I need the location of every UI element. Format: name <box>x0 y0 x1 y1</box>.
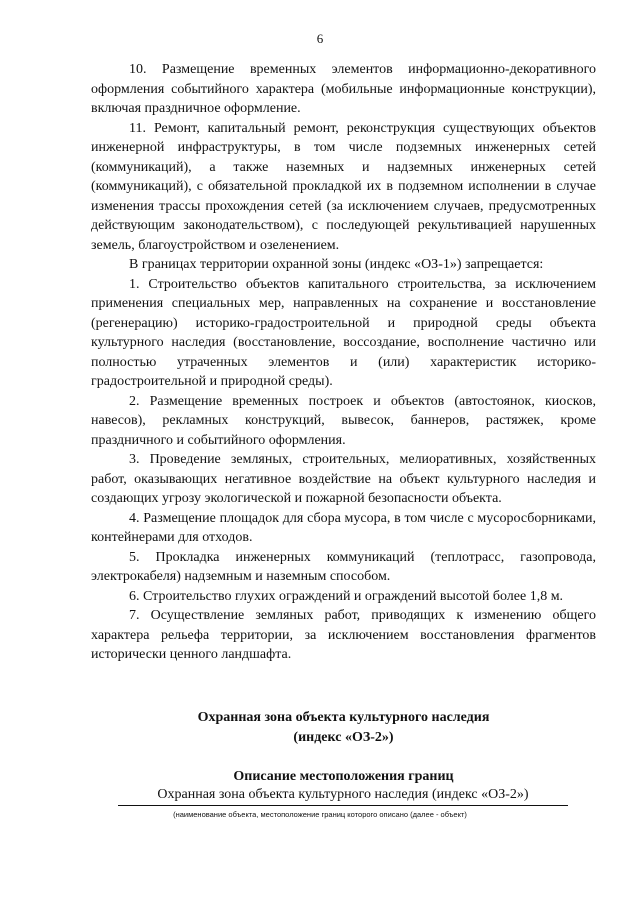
paragraph-11: 11. Ремонт, капитальный ремонт, реконструкция существующих объектов инженерной инфраструктуры, в том числе подземных инженерных сетей (коммуникаций), а также наземных и надземных инженерных сетей (коммуникаций), с обязательной прокладкой их в подземном исполнении в случае изменения трассы прохождения сетей (за исключением случаев, предусмотренных действующим законодательством), с последующей рекультивацией нарушенных земель, благоустройством и озеленением. <box>91 120 596 253</box>
paragraph-10: 10. Размещение временных элементов информационно-декоративного оформления событийного характера (мобильные информационные конструкции), включая праздничное оформление. <box>91 62 596 116</box>
prohibition-4: 4. Размещение площадок для сбора мусора, в том числе с мусоросборниками, контейнерами для отходов. <box>91 510 596 545</box>
object-name-line: Охранная зона объекта культурного наследия (индекс «ОЗ-2») <box>118 785 568 806</box>
zone-heading-line2: (индекс «ОЗ-2») <box>293 730 394 745</box>
prohibition-5: 5. Прокладка инженерных коммуникаций (теплотрасс, газопровода, электрокабеля) надземным и наземным способом. <box>91 549 596 584</box>
page-number: 6 <box>316 31 324 46</box>
prohibition-2: 2. Размещение временных построек и объектов (автостоянок, киосков, навесов), рекламных конструкций, вывесок, баннеров, растяжек, кроме праздничного и событийного оформления. <box>91 393 596 448</box>
prohibition-3: 3. Проведение земляных, строительных, мелиоративных, хозяйственных работ, оказывающих негативное воздействие на объект культурного наследия и создающих угрозу экологической и пожарной безопасности объекта. <box>91 452 596 506</box>
document-body <box>91 60 596 665</box>
prohibitions-intro: В границах территории охранной зоны (индекс «ОЗ-1») запрещается: <box>129 257 544 272</box>
prohibition-7: 7. Осуществление земляных работ, приводящих к изменению общего характера рельефа территории, за исключением восстановления фрагментов исторически ценного ландшафта. <box>91 608 596 662</box>
object-name-caption: (наименование объекта, местоположение границ которого описано (далее - объект) <box>173 810 467 819</box>
boundary-description-heading: Описание местоположения границ <box>233 769 454 784</box>
prohibition-6: 6. Строительство глухих ограждений и ограждений высотой более 1,8 м. <box>129 588 564 604</box>
zone-heading <box>91 708 596 748</box>
zone-heading-line1: Охранная зона объекта культурного наследия <box>197 710 490 725</box>
prohibition-1: 1. Строительство объектов капитального строительства, за исключением применения специальных мер, направленных на сохранение и восстановление (регенерацию) историко-градостроительной и природной среды объекта культурного наследия (восстановление, воссоздание, восполнение частично или полностью утраченных элементов и (или) характеристик историко-градостроительной и природной среды). <box>91 276 596 389</box>
